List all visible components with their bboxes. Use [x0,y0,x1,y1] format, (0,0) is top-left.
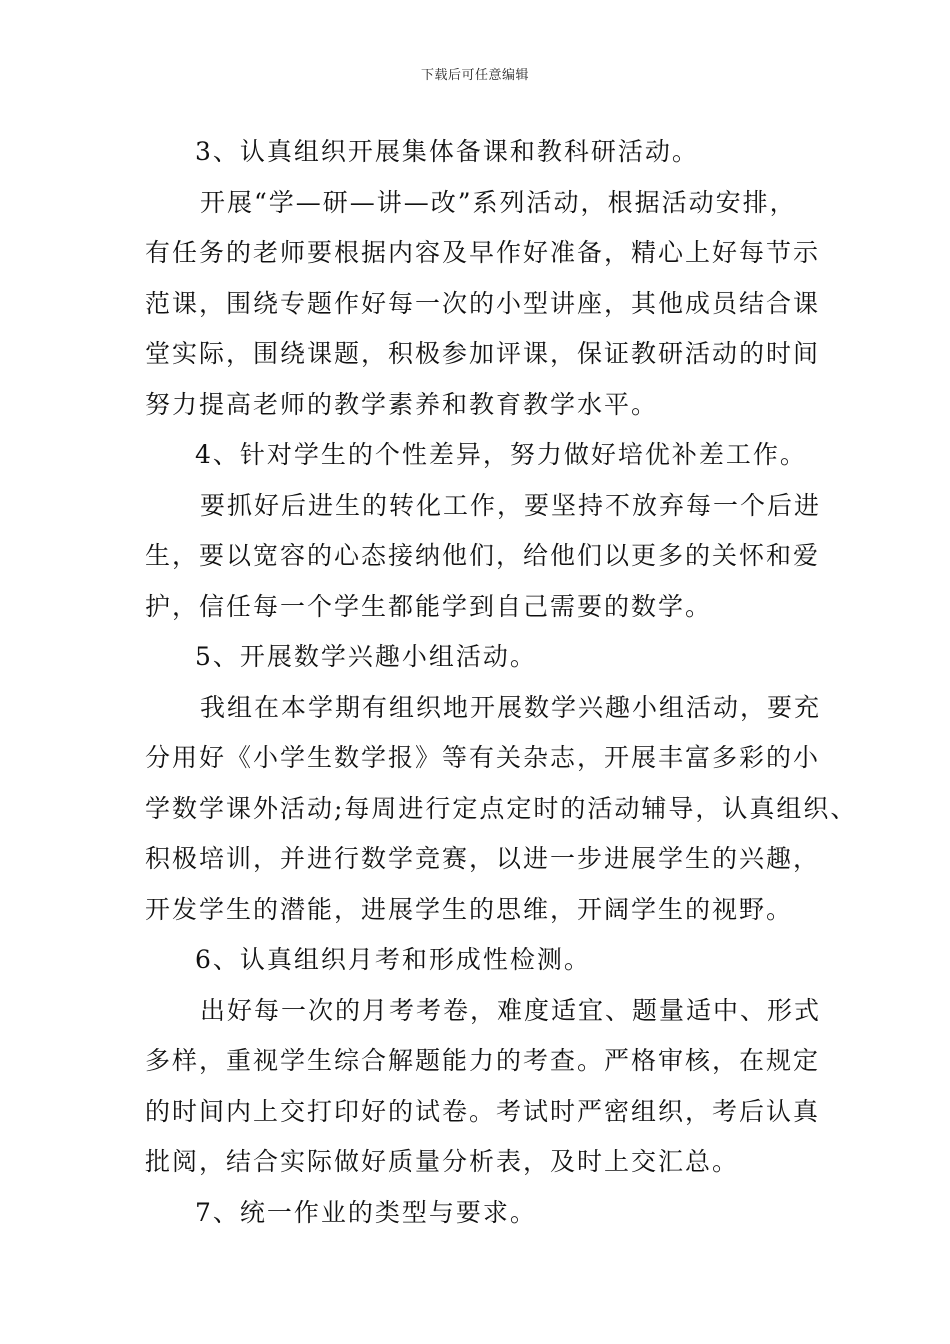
paragraph-line: 努力提高老师的教学素养和教育教学水平。 [145,389,659,419]
paragraph-line: 护，信任每一个学生都能学到自己需要的数学。 [145,591,713,621]
page-header-note: 下载后可任意编辑 [420,68,529,83]
section-heading-3: 3、认真组织开展集体备课和教科研活动。 [195,137,699,166]
section-heading-5: 5、开展数学兴趣小组活动。 [195,642,537,671]
paragraph-line: 堂实际，围绕课题，积极参加评课，保证教研活动的时间 [145,339,821,368]
paragraph-line: 的时间内上交打印好的试卷。考试时严密组织，考后认真 [145,1096,821,1126]
paragraph-line: 学数学课外活动;每周进行定点定时的活动辅导，认真组织、 [145,793,858,823]
document-body [145,127,858,1238]
paragraph-line: 出好每一次的月考考卷，难度适宜、题量适中、形式 [200,995,822,1025]
paragraph-line: 生，要以宽容的心态接纳他们，给他们以更多的关怀和爱 [145,541,821,570]
section-heading-6: 6、认真组织月考和形成性检测。 [195,945,591,974]
paragraph-line: 开发学生的潜能，进展学生的思维，开阔学生的视野。 [145,894,794,924]
section-heading-7: 7、统一作业的类型与要求。 [195,1197,537,1227]
paragraph-line: 我组在本学期有组织地开展数学兴趣小组活动，要充 [200,692,822,722]
paragraph-line: 有任务的老师要根据内容及早作好准备，精心上好每节示 [145,238,821,267]
paragraph-line: 范课，围绕专题作好每一次的小型讲座，其他成员结合课 [145,288,821,318]
paragraph-line: 积极培训，并进行数学竞赛，以进一步进展学生的兴趣， [145,844,821,873]
paragraph-line: 分用好《小学生数学报》等有关杂志，开展丰富多彩的小 [145,743,821,772]
section-heading-4: 4、针对学生的个性差异，努力做好培优补差工作。 [195,440,807,469]
paragraph-line: 要抓好后进生的转化工作，要坚持不放弃每一个后进 [200,490,822,520]
paragraph-line: 批阅，结合实际做好质量分析表，及时上交汇总。 [145,1147,740,1176]
paragraph-line: 开展“学—研—讲—改”系列活动，根据活动安排， [200,187,797,217]
paragraph-line: 多样，重视学生综合解题能力的考查。严格审核，在规定 [145,1046,821,1075]
